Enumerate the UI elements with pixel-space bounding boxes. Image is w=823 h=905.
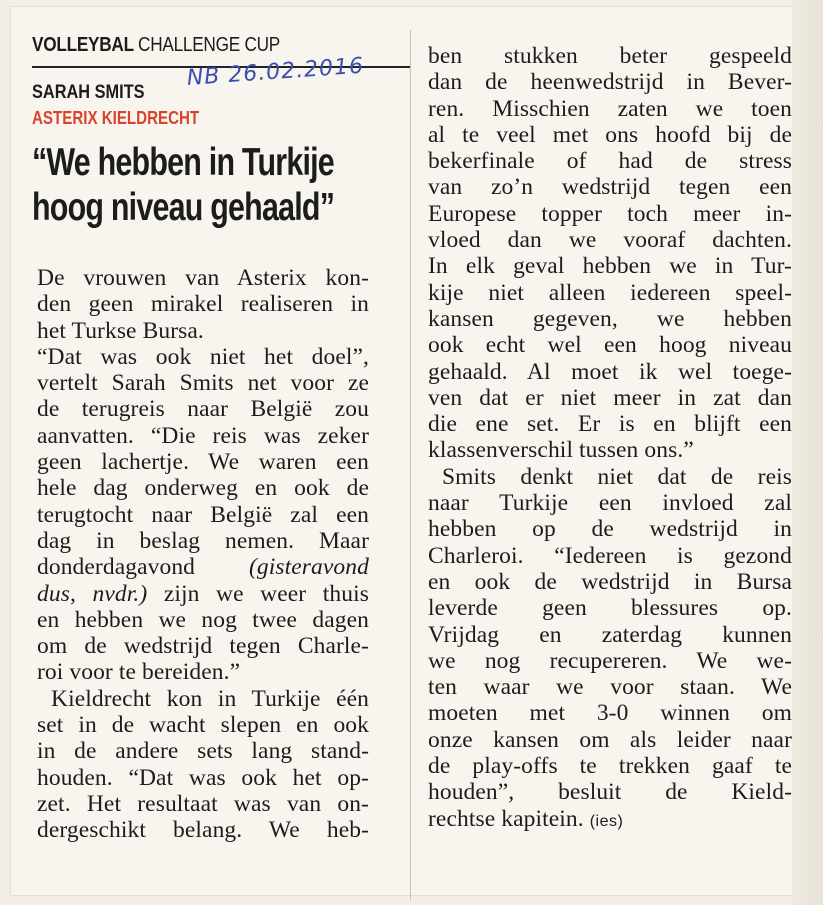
- text-line: ook echt wel een hoog niveau: [428, 332, 792, 359]
- text-line: we nog recupereren. We we-: [428, 647, 792, 674]
- text-line: naar Turkije een invloed zal: [428, 490, 792, 517]
- text-line: zet. Het resultaat was van on-: [37, 790, 369, 817]
- team-label: ASTERIX KIELDRECHT: [32, 108, 200, 128]
- text-line: In elk geval hebben we in Tur-: [428, 253, 792, 280]
- text-line: De vrouwen van Asterix kon-: [37, 265, 369, 291]
- headline-line: “We hebben in Turkije: [32, 141, 334, 184]
- text-line: bekerfinale of had de stress: [428, 148, 792, 175]
- text-line: roi voor te bereiden.”: [37, 659, 241, 686]
- text-line: kansen gegeven, we hebben: [428, 305, 792, 332]
- text-line: houden”, besluit de Kield-: [428, 779, 792, 806]
- section-kicker: [32, 34, 280, 57]
- headline: [32, 140, 344, 230]
- text-line: ten waar we voor staan. We: [428, 674, 792, 701]
- headline-line: hoog niveau gehaald”: [32, 186, 335, 229]
- text-line: dergeschikt belang. We heb-: [37, 817, 369, 844]
- text-line: ben stukken beter gespeeld: [428, 43, 792, 69]
- text-run: rechtse kapitein.: [428, 805, 584, 832]
- text-line: en ook de wedstrijd in Bursa: [428, 568, 792, 595]
- column-divider: [410, 30, 411, 900]
- text-line: dag in beslag nemen. Maar: [37, 527, 369, 554]
- text-line: dan de heenwedstrijd in Bever-: [428, 69, 792, 96]
- text-line: de play-offs te trekken gaaf te: [428, 753, 792, 780]
- text-line: [428, 806, 792, 832]
- text-line: Europese topper toch meer in-: [428, 200, 792, 227]
- text-line: den geen mirakel realiseren in: [37, 291, 369, 318]
- editor-note: (gisteravond: [249, 554, 369, 581]
- text-line: om de wedstrijd tegen Charle-: [37, 633, 369, 660]
- author-initials: (ies): [589, 812, 624, 830]
- text-line: al te veel met ons hoofd bij de: [428, 121, 792, 148]
- text-line: gehaald. Al moet ik wel toege-: [428, 358, 792, 385]
- text-line: leverde geen blessures op.: [428, 595, 792, 622]
- kicker-competition: CHALLENGE CUP: [138, 34, 281, 56]
- text-line: geen lachertje. We waren een: [37, 449, 369, 476]
- text-line: “Dat was ook niet het doel”,: [37, 343, 369, 370]
- text-line: in de andere sets lang stand-: [37, 738, 369, 765]
- text-line: de terugreis naar België zou: [37, 396, 369, 423]
- text-line: onze kansen om als leider naar: [428, 726, 792, 753]
- text-line: Kieldrecht kon in Turkije één: [51, 685, 369, 712]
- text-line: Charleroi. “Iedereen is gezond: [428, 542, 792, 569]
- text-line: het Turkse Bursa.: [37, 317, 204, 344]
- kicker-sport: VOLLEYBAL: [32, 34, 134, 56]
- text-run: zijn we weer thuis: [163, 580, 369, 607]
- text-line: set in de wacht slepen en ook: [37, 712, 369, 739]
- author-byline: SARAH SMITS: [32, 82, 145, 103]
- text-line: ren. Misschien zaten we toen: [428, 95, 792, 122]
- text-line: hebben op de wedstrijd in: [428, 516, 792, 543]
- text-line: aanvatten. “Die reis was zeker: [37, 422, 369, 449]
- editor-note: dus, nvdr.): [37, 580, 148, 607]
- text-line: moeten met 3-0 winnen om: [428, 700, 792, 727]
- text-line: kije niet alleen iedereen speel-: [428, 279, 792, 306]
- text-line: en hebben we nog twee dagen: [37, 606, 369, 633]
- handwritten-date-note: NB 26.02.2016: [186, 53, 365, 91]
- text-line: vertelt Sarah Smits net voor ze: [37, 370, 369, 397]
- article-column-1: [37, 265, 369, 844]
- text-line: vloed dan we vooraf dachten.: [428, 227, 792, 254]
- text-line: houden. “Dat was ook het op-: [37, 764, 369, 791]
- text-line: Smits denkt niet dat de reis: [442, 463, 792, 490]
- text-line: van zo’n wedstrijd tegen een: [428, 174, 792, 201]
- text-line: klassenverschil tussen ons.”: [428, 437, 694, 464]
- text-line: ven dat er niet meer in zat dan: [428, 384, 792, 411]
- article-column-2: [428, 43, 792, 832]
- text-line: die ene set. Er is en blijft een: [428, 411, 792, 438]
- text-line: hele dag onderweg en ook de: [37, 475, 369, 502]
- text-line: terugtocht naar België zal een: [37, 501, 369, 528]
- adjacent-page-edge: [792, 0, 823, 905]
- text-line: [37, 581, 369, 607]
- text-run: donderdagavond: [37, 554, 196, 581]
- text-line: [37, 554, 369, 580]
- text-line: Vrijdag en zaterdag kunnen: [428, 621, 792, 648]
